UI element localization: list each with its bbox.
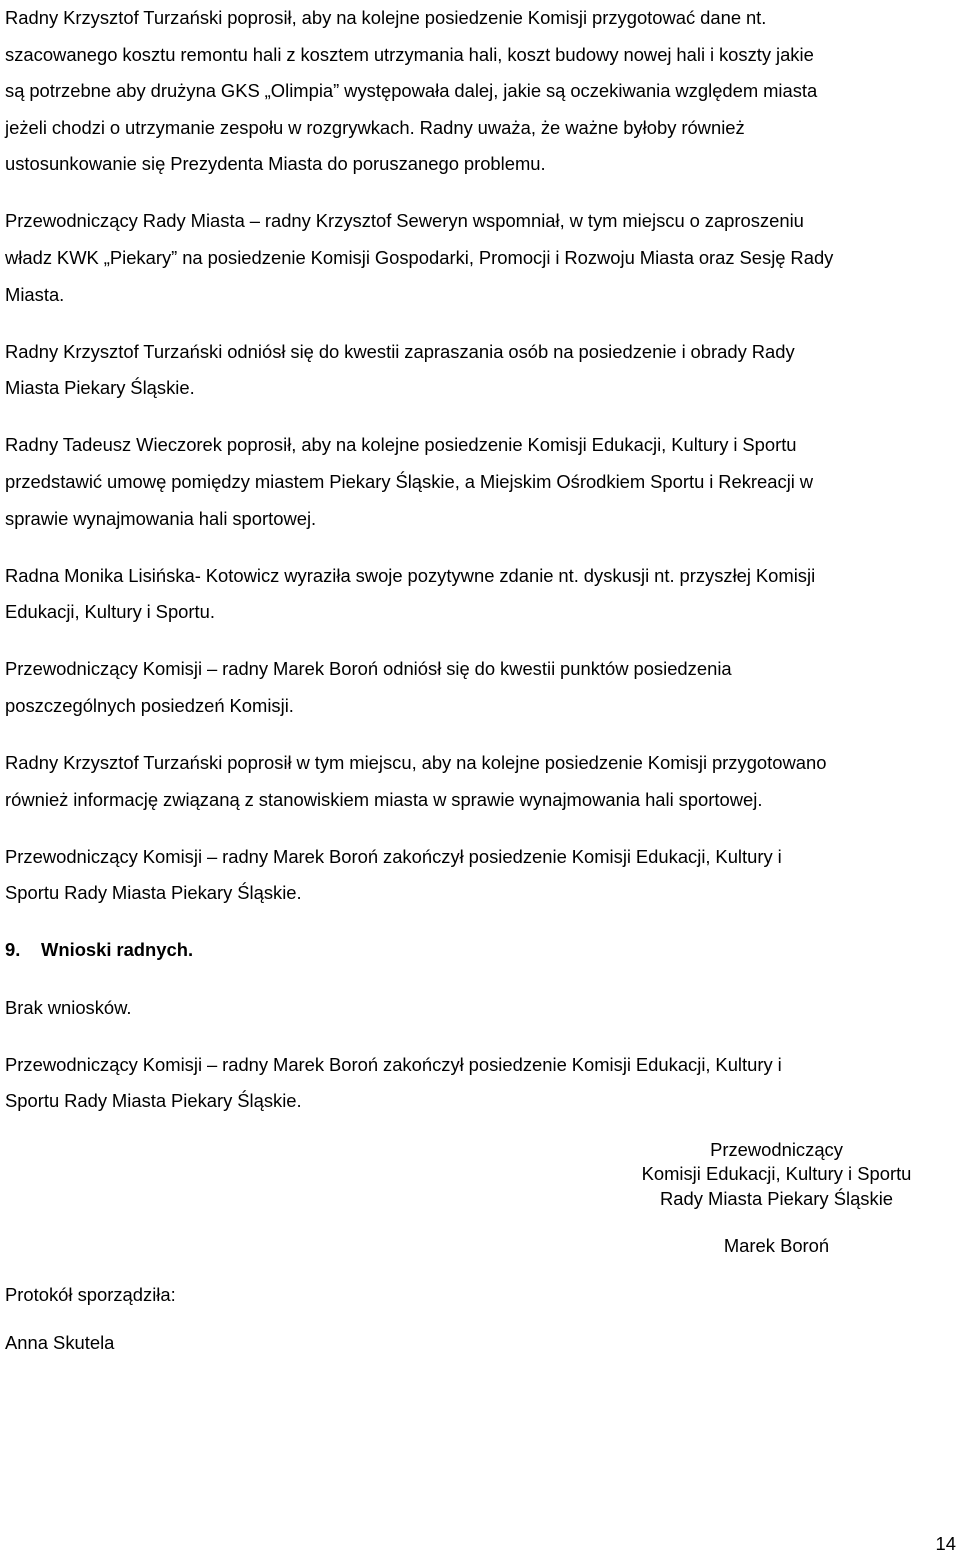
paragraph-line: Radny Krzysztof Turzański odniósł się do kwestii zapraszania osób na posiedzenie i obrady Rady xyxy=(5,340,795,362)
protocol-author xyxy=(5,1283,176,1356)
author-label: Protokół sporządziła: xyxy=(5,1284,176,1305)
paragraph-seweryn-invitation xyxy=(5,203,955,313)
paragraph-line: Radny Tadeusz Wieczorek poprosił, aby na kolejne posiedzenie Komisji Edukacji, Kultury i Sportu xyxy=(5,434,797,456)
paragraph-line: władz KWK „Piekary” na posiedzenie Komisji Gospodarki, Promocji i Rozwoju Miasta oraz Sesję Rady xyxy=(5,247,834,269)
paragraph-line: Sportu Rady Miasta Piekary Śląskie. xyxy=(5,882,302,904)
paragraph-line: Radna Monika Lisińska- Kotowicz wyraziła swoje pozytywne zdanie nt. dyskusji nt. przyszłej Komisji xyxy=(5,564,816,586)
paragraph-line: Brak wniosków. xyxy=(5,996,132,1018)
paragraph-lisinska-opinion xyxy=(5,558,955,631)
paragraph-line: szacowanego kosztu remontu hali z kosztem utrzymania hali, koszt budowy nowej hali i koszty jakie xyxy=(5,43,814,65)
document-body xyxy=(5,0,955,1140)
paragraph-line: poszczególnych posiedzeń Komisji. xyxy=(5,695,294,716)
paragraph-final-closing xyxy=(5,1047,955,1120)
paragraph-line: Radny Krzysztof Turzański poprosił, aby na kolejne posiedzenie Komisji przygotować dane nt. xyxy=(5,7,767,28)
paragraph-turzanski-invitations xyxy=(5,334,955,407)
paragraph-line: ustosunkowanie się Prezydenta Miasta do poruszanego problemu. xyxy=(5,153,546,175)
page-number: 14 xyxy=(935,1533,956,1554)
paragraph-line: również informację związaną z stanowiskiem miasta w sprawie wynajmowania hali sportowej. xyxy=(5,788,763,810)
section-number: 9. xyxy=(5,939,21,961)
section-title: Wnioski radnych. xyxy=(41,939,194,961)
paragraph-line: Edukacji, Kultury i Sportu. xyxy=(5,601,215,623)
paragraph-line: Przewodniczący Rady Miasta – radny Krzysztof Seweryn wspomniał, w tym miejscu o zaproszeniu xyxy=(5,210,804,232)
paragraph-line: Przewodniczący Komisji – radny Marek Boroń zakończył posiedzenie Komisji Edukacji, Kultury i xyxy=(5,845,782,867)
paragraph-line: Radny Krzysztof Turzański poprosił w tym miejscu, aby na kolejne posiedzenie Komisji przygotowano xyxy=(5,752,827,774)
paragraph-wieczorek-request xyxy=(5,427,955,537)
paragraph-line: sprawie wynajmowania hali sportowej. xyxy=(5,507,317,529)
section-heading xyxy=(5,932,955,969)
paragraph-turzanski-information xyxy=(5,745,955,818)
signature-block xyxy=(590,1138,960,1259)
paragraph-line: Przewodniczący Komisji – radny Marek Boroń odniósł się do kwestii punktów posiedzenia xyxy=(5,658,732,680)
paragraph-turzanski-request xyxy=(5,0,955,183)
paragraph-boron-closing xyxy=(5,839,955,912)
paragraph-line: Przewodniczący Komisji – radny Marek Boroń zakończył posiedzenie Komisji Edukacji, Kultury i xyxy=(5,1053,782,1075)
signature-title: Przewodniczący xyxy=(710,1139,843,1160)
paragraph-line: przedstawić umowę pomiędzy miastem Piekary Śląskie, a Miejskim Ośrodkiem Sportu i Rekreacji w xyxy=(5,471,814,493)
paragraph-line: jeżeli chodzi o utrzymanie zespołu w rozgrywkach. Radny uważa, że ważne byłoby również xyxy=(5,116,745,138)
signature-name: Marek Boroń xyxy=(723,1235,830,1257)
paragraph-line: są potrzebne aby drużyna GKS „Olimpia” występowała dalej, jakie są oczekiwania względem miasta xyxy=(5,80,818,102)
paragraph-boron-agenda xyxy=(5,651,955,724)
paragraph-line: Miasta. xyxy=(5,283,65,305)
signature-council: Rady Miasta Piekary Śląskie xyxy=(659,1187,894,1209)
author-name: Anna Skutela xyxy=(5,1332,115,1354)
signature-committee: Komisji Edukacji, Kultury i Sportu xyxy=(641,1163,912,1185)
paragraph-no-motions xyxy=(5,990,955,1027)
paragraph-line: Sportu Rady Miasta Piekary Śląskie. xyxy=(5,1090,302,1112)
paragraph-line: Miasta Piekary Śląskie. xyxy=(5,377,195,399)
